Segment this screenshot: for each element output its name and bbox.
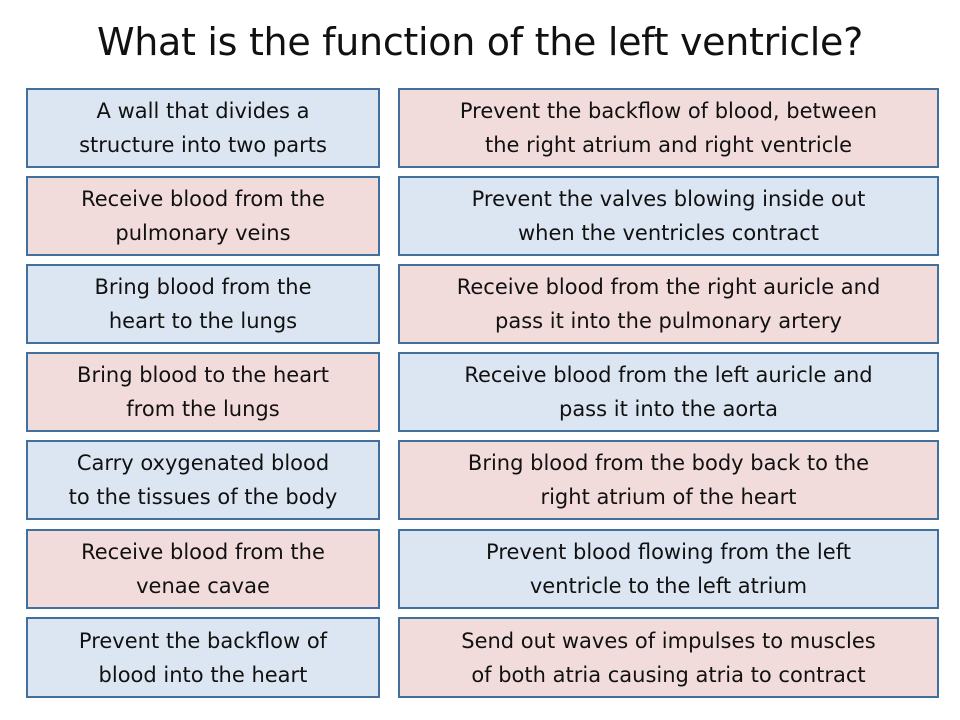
answer-card-right-6[interactable] [398,529,939,609]
card-text-line: ventricle to the left atrium [529,574,808,598]
card-text-line: venae cavae [136,574,270,598]
answer-card-left-5[interactable] [26,440,380,520]
card-text-line: when the ventricles contract [517,221,819,245]
card-text-line: Carry oxygenated blood [76,451,330,475]
answer-card-right-5[interactable] [398,440,939,520]
card-text-line: pass it into the aorta [558,397,778,421]
answer-card-left-2[interactable] [26,176,380,256]
answer-card-left-6[interactable] [26,529,380,609]
card-text-line: Prevent blood flowing from the left [486,540,851,564]
card-text-line: Prevent the backflow of [78,628,328,653]
card-text-line: Receive blood from the [81,187,325,211]
card-text-line: structure into two parts [79,133,327,157]
card-text-line: to the tissues of the body [68,485,338,509]
card-text-line: Bring blood from the [94,275,312,299]
page-title: What is the function of the left ventricle? [96,20,863,64]
answer-card-right-1[interactable] [398,88,939,168]
card-text-line: heart to the lungs [108,309,298,333]
card-text-line: Bring blood to the heart [77,363,329,387]
card-text-line: pass it into the pulmonary artery [495,309,842,333]
answer-card-left-7[interactable] [26,617,380,698]
card-text-line: Bring blood from the body back to the [467,451,870,475]
card-text-line: of both atria causing atria to contract [471,662,866,687]
answer-card-left-4[interactable] [26,352,380,432]
answer-card-left-3[interactable] [26,264,380,344]
card-text-line: Prevent the backflow of blood, between [459,99,878,123]
card-text-line: blood into the heart [98,662,308,687]
answer-card-right-4[interactable] [398,352,939,432]
card-text-line: Receive blood from the [81,540,325,564]
card-text-line: right atrium of the heart [540,485,797,509]
card-text-line: A wall that divides a [96,99,310,123]
card-text-line: Send out waves of impulses to muscles [461,628,876,653]
answer-card-right-2[interactable] [398,176,939,256]
card-text-line: Prevent the valves blowing inside out [471,187,866,211]
card-text-line: Receive blood from the right auricle and [456,275,881,299]
card-text-line: the right atrium and right ventricle [484,133,852,157]
card-text-line: Receive blood from the left auricle and [464,363,873,387]
card-text-line: pulmonary veins [115,221,291,245]
answer-card-right-7[interactable] [398,617,939,698]
answer-card-left-1[interactable] [26,88,380,168]
answer-card-right-3[interactable] [398,264,939,344]
card-text-line: from the lungs [126,397,280,421]
